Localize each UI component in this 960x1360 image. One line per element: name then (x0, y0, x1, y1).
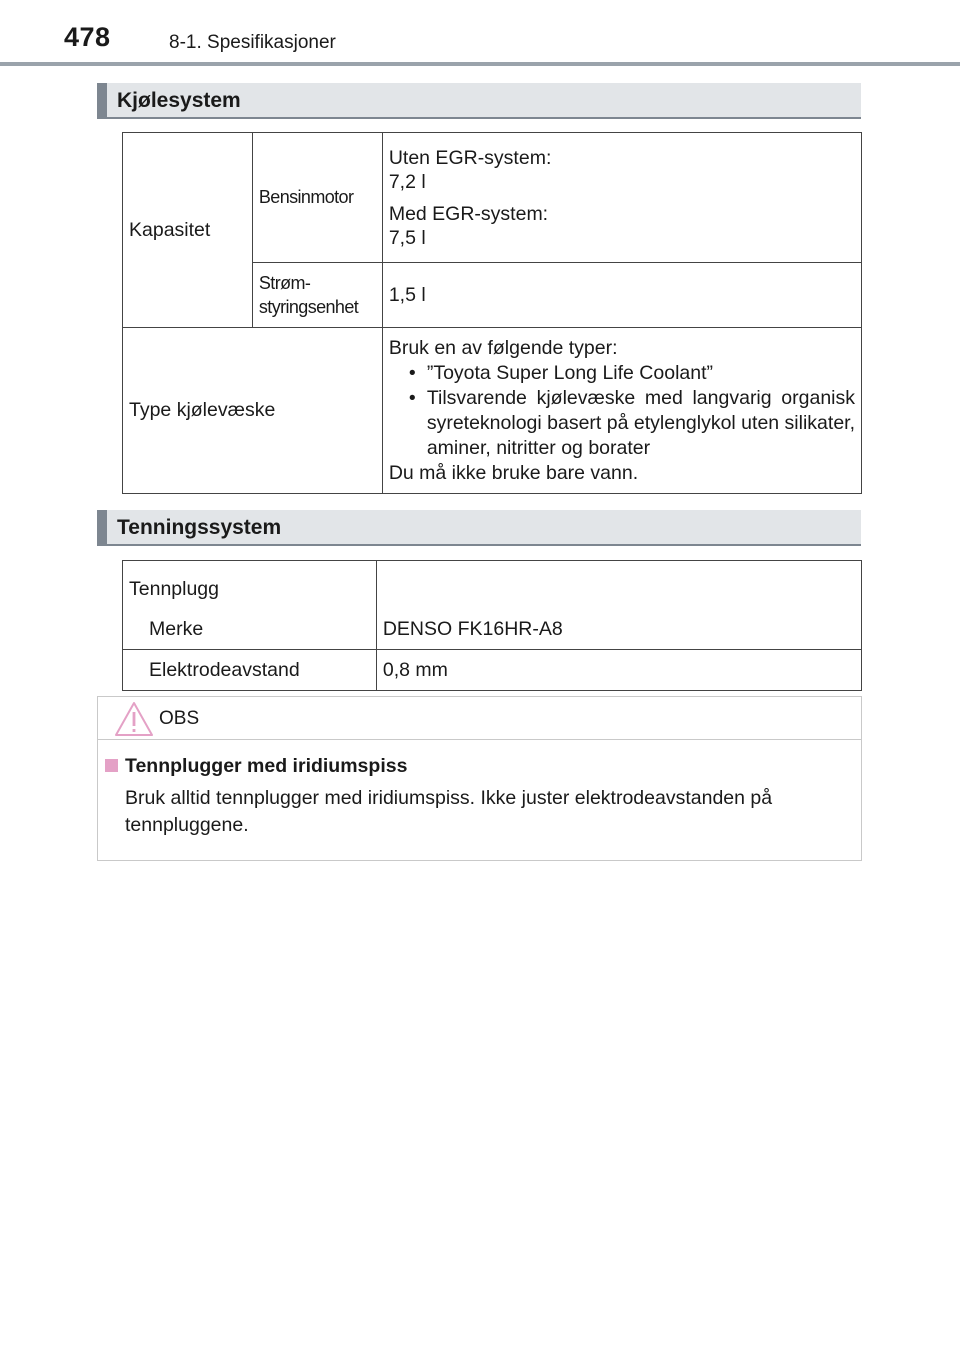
make-label: Merke (149, 618, 204, 640)
notice-box (97, 696, 862, 861)
make-value: DENSO FK16HR-A8 (382, 618, 563, 640)
gasoline-engine-cell (252, 133, 382, 263)
gasoline-engine-label: Bensinmotor (258, 187, 354, 207)
coolant-type-value-cell (382, 328, 861, 494)
list-item: • Tilsvarende kjølevæske med langvarig organisk syreteknologi basert på etylenglykol uten silikater, aminer, nitritter og borater (389, 386, 855, 461)
pcu-capacity-value: 1,5 l (388, 283, 426, 306)
with-egr-value: 7,5 l (388, 226, 426, 249)
coolant-type-label: Type kjølevæske (129, 399, 276, 421)
section-title-ignition: Tenningssystem (117, 516, 282, 539)
gap-label: Elektrodeavstand (149, 658, 300, 681)
capacity-label-cell (123, 133, 253, 328)
heading-bullet-square (105, 759, 118, 772)
table-row (123, 328, 862, 494)
coolant-options-list (389, 361, 855, 461)
gasoline-capacity-cell (382, 133, 861, 263)
pcu-label-line1: Strøm- (258, 273, 311, 293)
header-divider (0, 62, 960, 66)
without-egr-value: 7,2 l (388, 170, 426, 193)
page-number: 478 (64, 22, 111, 52)
pcu-cell (252, 263, 382, 328)
coolant-intro: Bruk en av følgende typer: (388, 336, 618, 359)
notice-heading: Tennplugger med iridiumspiss (125, 755, 408, 777)
pcu-label-line2: styringsenhet (258, 297, 359, 317)
table-row (123, 133, 862, 263)
gap-value-cell (376, 650, 861, 691)
page-header (0, 0, 960, 66)
gap-value: 0,8 mm (382, 658, 448, 681)
pcu-capacity-cell (382, 263, 861, 328)
notice-header (98, 697, 861, 740)
section-path: 8-1. Spesifikasjoner (169, 32, 336, 53)
list-item: • ”Toyota Super Long Life Coolant” (389, 361, 855, 386)
coolant-warning: Du må ikke bruke bare vann. (388, 461, 639, 484)
table-row (123, 650, 862, 691)
coolant-type-label-cell (123, 328, 383, 494)
cooling-spec-table (122, 132, 862, 494)
ignition-spec-table (122, 560, 862, 691)
spark-plug-label: Tennplugg (129, 578, 219, 600)
section-heading-cooling (97, 83, 861, 119)
spark-plug-make-label-cell (123, 561, 377, 650)
warning-triangle-icon (114, 701, 154, 737)
section-heading-ignition (97, 510, 861, 546)
without-egr-label: Uten EGR-system: (388, 146, 552, 169)
section-title-cooling: Kjølesystem (117, 89, 241, 112)
notice-title: OBS (159, 708, 200, 729)
with-egr-label: Med EGR-system: (388, 202, 549, 225)
table-row (123, 561, 862, 650)
gap-label-cell (123, 650, 377, 691)
make-value-cell (376, 561, 861, 650)
capacity-label: Kapasitet (129, 218, 211, 241)
notice-body: Bruk alltid tennplugger med iridiumspiss. Ikke juster elektrodeavstanden på tennpluggene. (125, 787, 773, 836)
